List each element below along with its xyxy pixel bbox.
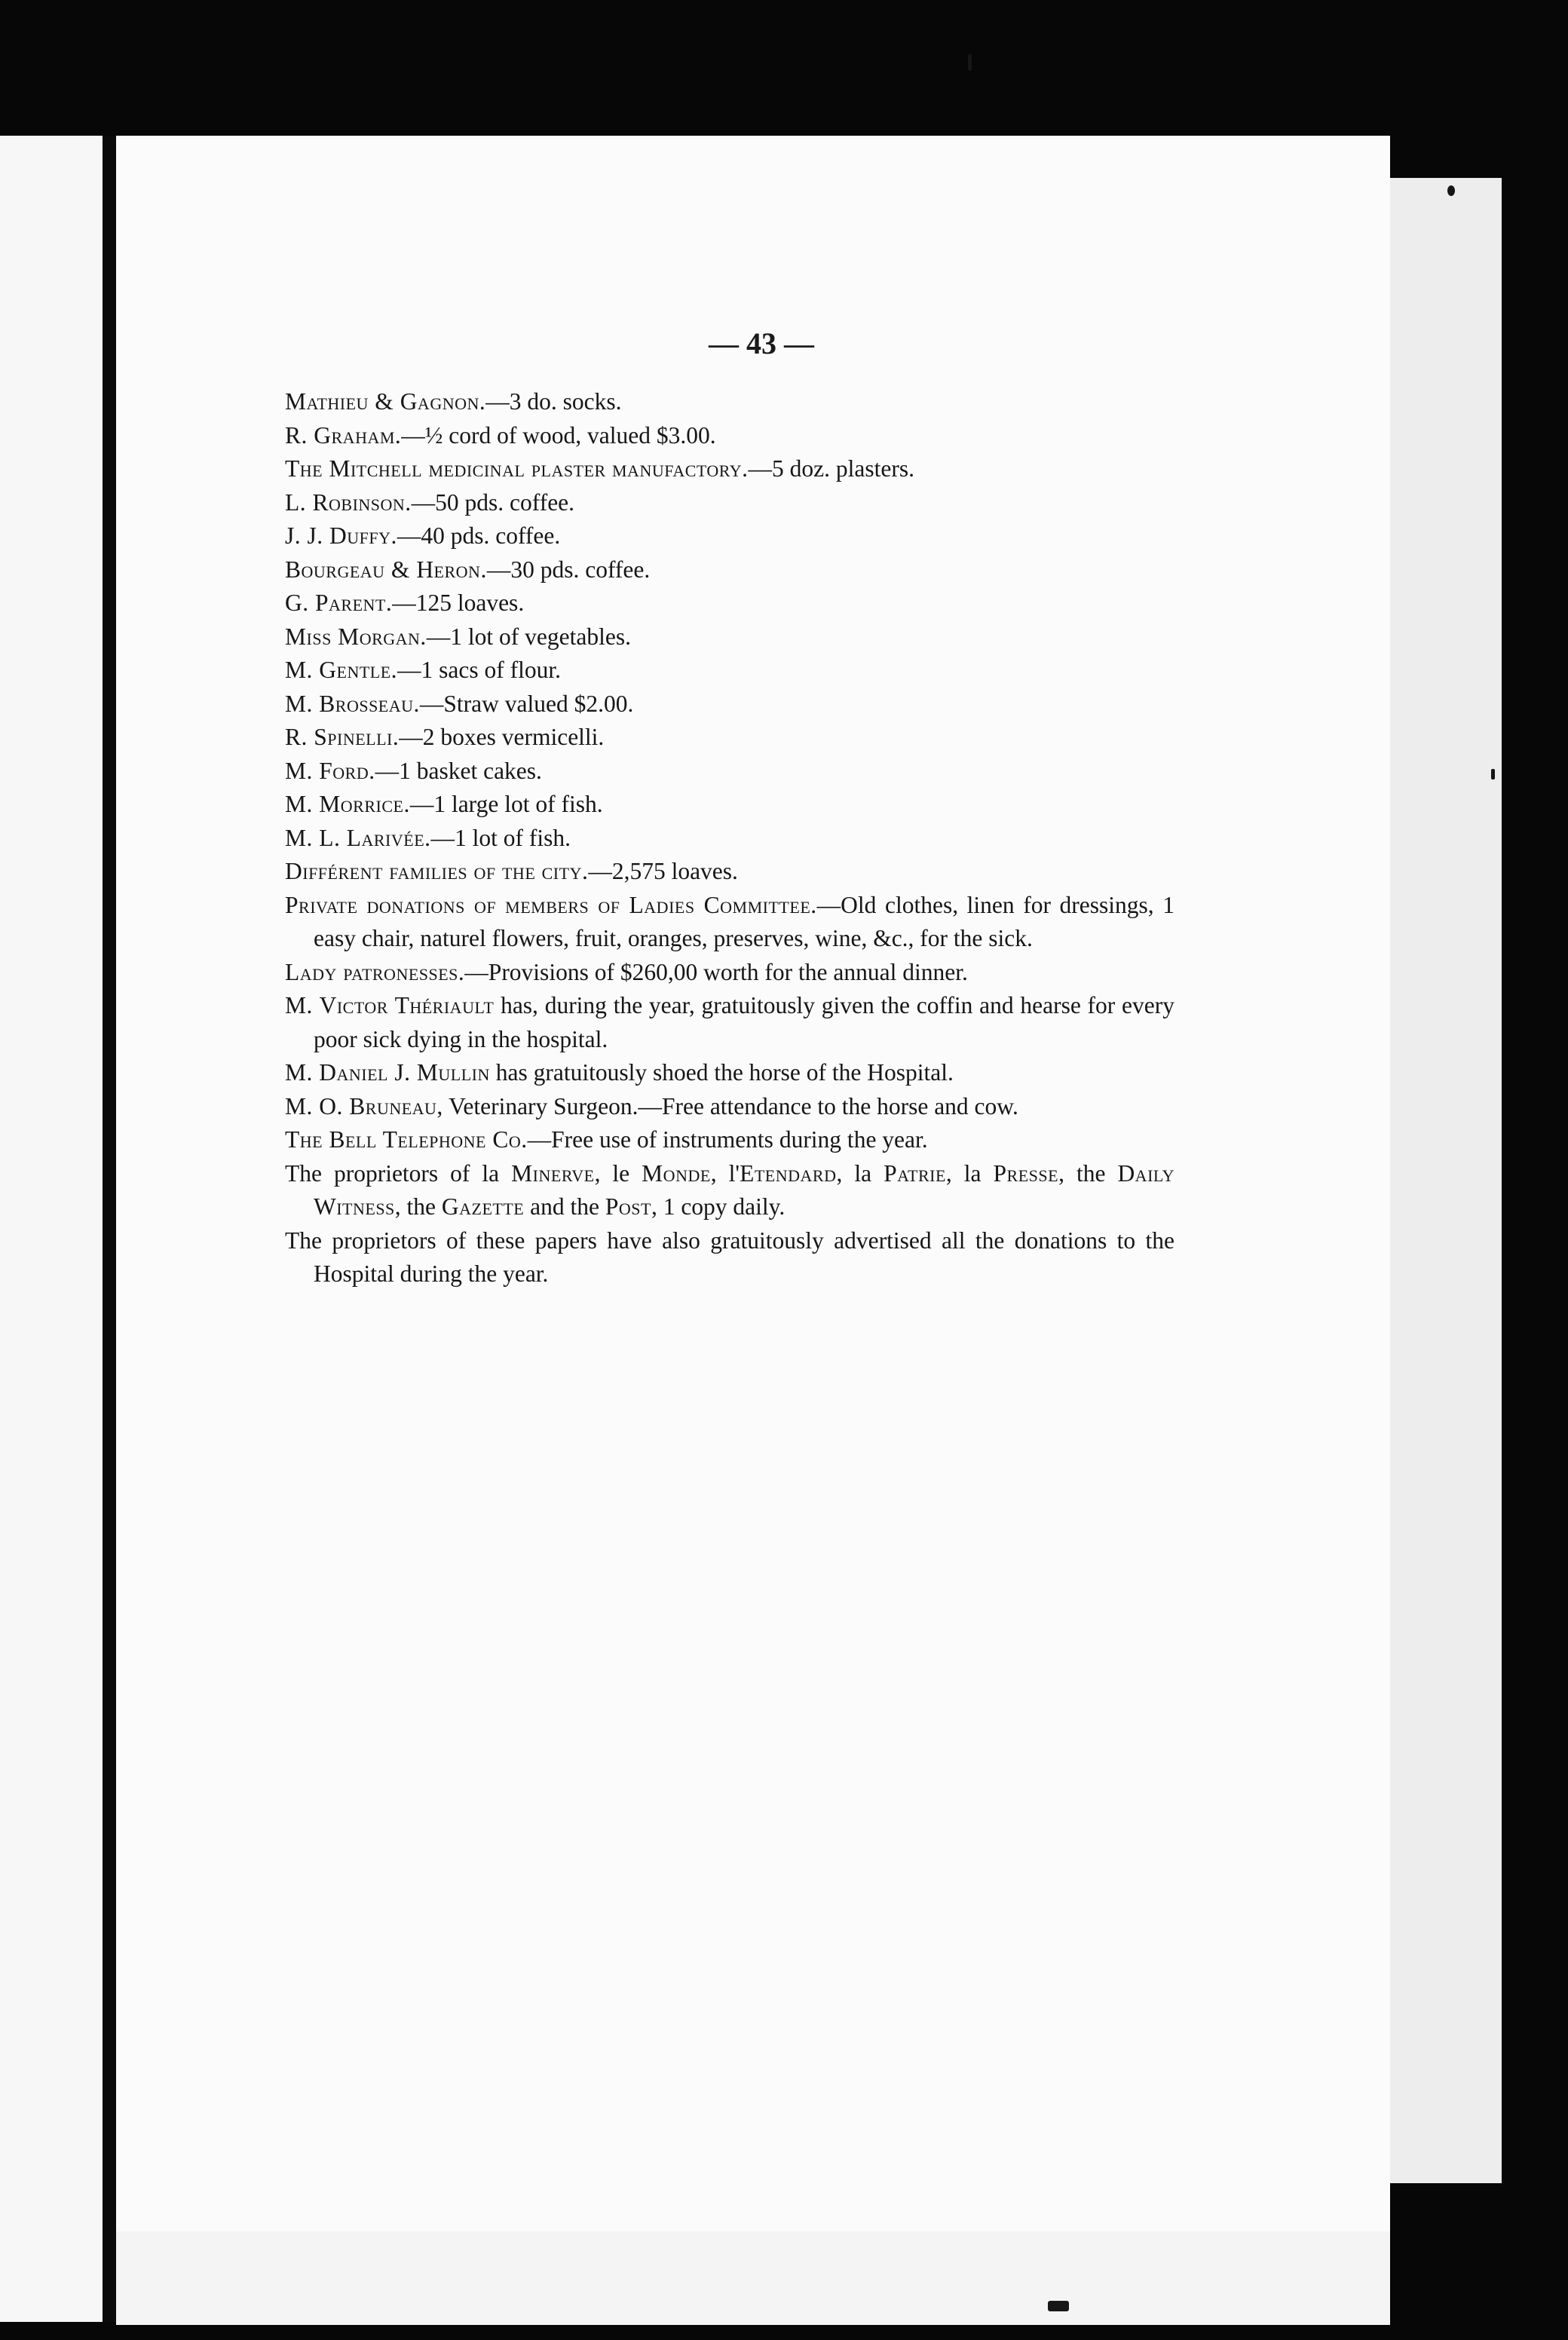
donation-entry: [285, 688, 1174, 721]
proprietors-text: and the: [524, 1193, 605, 1220]
page-number: — 43 —: [709, 326, 814, 360]
donor-name: R. Graham.: [285, 421, 402, 449]
donation-text: —3 do. socks.: [485, 388, 622, 415]
left-page-edge: [0, 136, 113, 2322]
donation-text: —125 loaves.: [392, 590, 525, 616]
newspaper-name: Post: [605, 1193, 651, 1220]
donation-entry: [285, 587, 1174, 620]
donation-text: —1 large lot of fish.: [409, 791, 603, 817]
proprietors-text: , the: [394, 1193, 442, 1220]
donation-entry: [285, 419, 1174, 453]
donation-text: —30 pds. coffee.: [486, 556, 651, 583]
donation-entry: [285, 1056, 1174, 1090]
donation-text: —50 pds. coffee.: [411, 489, 575, 516]
donor-name: Mathieu & Gagnon.: [285, 388, 486, 415]
donation-text: has gratuitously shoed the horse of the Hospital.: [489, 1059, 954, 1086]
donor-name: M. O. Bruneau,: [285, 1092, 443, 1119]
donation-entry: [285, 620, 1174, 654]
proprietors-entry: [285, 1157, 1174, 1224]
donor-name: R. Spinelli.: [285, 724, 400, 750]
donation-entry: [285, 721, 1174, 755]
donation-entry: [285, 553, 1174, 587]
newspaper-name: Minerve: [511, 1159, 595, 1187]
donation-text: —Free use of instruments during the year.: [527, 1126, 928, 1153]
newspaper-name: Monde: [642, 1159, 711, 1187]
donation-text: —5 doz. plasters.: [748, 455, 915, 482]
proprietors-text: , la: [945, 1159, 994, 1187]
donation-text: —½ cord of wood, valued $3.00.: [401, 421, 716, 449]
donation-text: has, during the year, gratuitously given the coffin and hearse for every poor sick dying in the hospital.: [314, 992, 1174, 1052]
donor-name: The Bell Telephone Co.: [285, 1126, 528, 1153]
proprietors-text: , 1 copy daily.: [651, 1193, 786, 1220]
donor-name: Bourgeau & Heron.: [285, 556, 487, 583]
scan-speck: [1447, 185, 1455, 196]
donation-text: —Provisions of $260,00 worth for the annual dinner.: [464, 958, 968, 985]
newspaper-name: Presse: [993, 1159, 1059, 1187]
donation-entry: [285, 889, 1174, 956]
scan-speck: [1048, 2301, 1069, 2311]
newspaper-name: Daily Witness: [314, 1159, 1175, 1220]
donor-name: Private donations of members of Ladies Committee.: [285, 891, 817, 918]
donation-text: —1 sacs of flour.: [397, 657, 561, 683]
donation-text: —1 basket cakes.: [375, 757, 542, 784]
donation-text: —2,575 loaves.: [588, 858, 738, 884]
donor-name: M. Ford.: [285, 757, 375, 784]
donor-name: M. Gentle.: [285, 657, 398, 683]
donation-text: —1 lot of vegetables.: [426, 623, 631, 650]
donation-text: —1 lot of fish.: [430, 824, 571, 851]
donation-entry: [285, 654, 1174, 688]
donor-name: Miss Morgan.: [285, 623, 427, 650]
donor-name: The Mitchell medicinal plaster manufactory.: [285, 455, 749, 482]
page-bottom: [116, 2231, 1390, 2325]
proprietors-text: The proprietors of la: [285, 1159, 512, 1187]
donor-name: J. J. Duffy.: [285, 522, 397, 549]
scan-speck: [968, 54, 972, 71]
donation-entry: [285, 385, 1174, 419]
donor-name: Lady patronesses.: [285, 958, 465, 985]
donation-entry: [285, 486, 1174, 520]
closing-entry: The proprietors of these papers have also gratuitously advertised all the donations to the Hospital during the year.: [285, 1227, 1174, 1287]
donor-name: L. Robinson.: [285, 489, 412, 516]
donation-entry: [285, 956, 1174, 990]
donor-name: M. Victor Thériault: [285, 992, 495, 1018]
scan-speck: [1491, 769, 1495, 779]
donor-name: Différent families of the city.: [285, 858, 589, 884]
proprietors-text: , l': [710, 1159, 740, 1187]
donor-name: G. Parent.: [285, 590, 393, 616]
donation-text: —Old clothes, linen for dressings, 1 easy chair, naturel flowers, fruit, oranges, preserves, wine, &c., for the sick.: [314, 891, 1175, 951]
donation-text: Veterinary Surgeon.—Free attendance to the horse and cow.: [443, 1092, 1018, 1119]
donation-entry: [285, 822, 1174, 856]
newspaper-name: Gazette: [441, 1193, 525, 1220]
donation-entry: [285, 1090, 1174, 1124]
donation-entry: [285, 855, 1174, 889]
donation-text: —2 boxes vermicelli.: [399, 724, 605, 750]
donor-name: M. L. Larivée.: [285, 824, 431, 851]
newspaper-name: Patrie: [884, 1159, 946, 1187]
proprietors-text: , the: [1058, 1159, 1118, 1187]
proprietors-text: , le: [594, 1159, 642, 1187]
donor-name: M. Daniel J. Mullin: [285, 1059, 490, 1086]
donation-entry: [285, 519, 1174, 553]
donation-text: —Straw valued $2.00.: [419, 690, 634, 717]
donation-entry: [285, 1123, 1174, 1157]
donation-entry: [285, 452, 1174, 486]
book-spine: [103, 136, 116, 2322]
donation-entry: [285, 788, 1174, 822]
proprietors-text: , la: [836, 1159, 884, 1187]
donation-list: [285, 385, 1174, 1291]
newspaper-name: Etendard: [740, 1159, 837, 1187]
donation-entry: [285, 755, 1174, 789]
donation-text: —40 pds. coffee.: [397, 522, 561, 549]
donation-entry: [285, 989, 1174, 1056]
donor-name: M. Brosseau.: [285, 690, 420, 717]
donor-name: M. Morrice.: [285, 791, 410, 817]
